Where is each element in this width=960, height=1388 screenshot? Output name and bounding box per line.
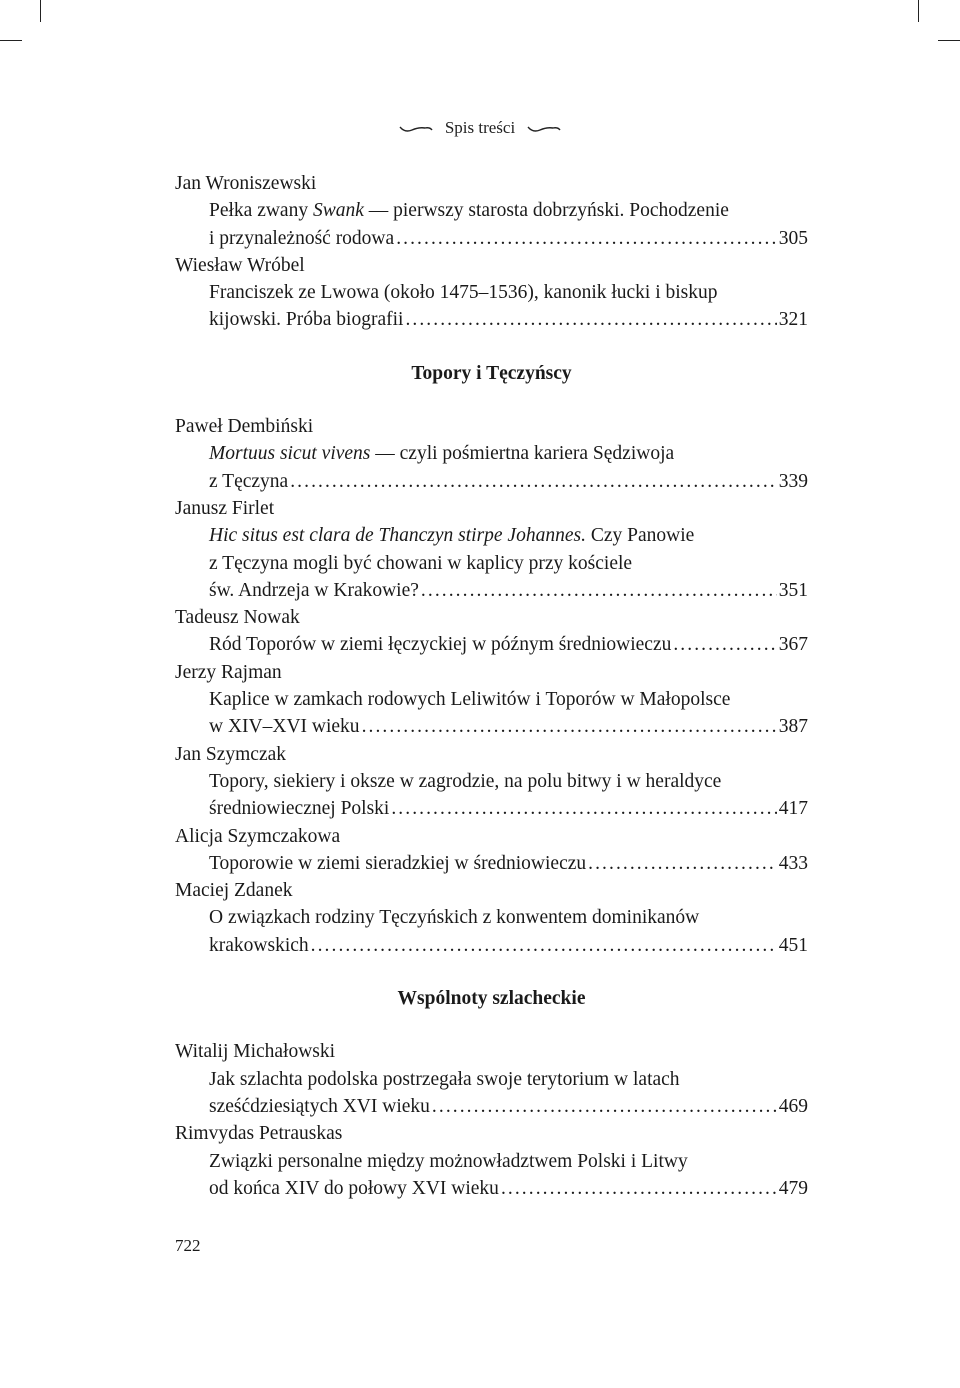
title-text: Czy Panowie (585, 525, 695, 547)
title-italic-text: Swank (312, 200, 364, 222)
entry-leader-line (175, 713, 808, 740)
entry-title-line (175, 1066, 808, 1093)
toc-entry (175, 877, 808, 959)
toc-entry (175, 1038, 808, 1120)
entry-author: Rimvydas Petrauskas (175, 1123, 343, 1145)
title-text: Topory, siekiery i oksze w zagrodzie, na polu bitwy i w heraldyce (209, 770, 722, 792)
dot-leader (421, 577, 777, 604)
crop-mark (938, 40, 960, 41)
entry-title-end: kijowski. Próba biografii (209, 309, 404, 331)
entry-title-line (175, 904, 808, 931)
dot-leader (311, 932, 777, 959)
entry-page-number: 433 (778, 852, 808, 874)
entry-leader-line (175, 850, 808, 877)
entry-leader-line (175, 577, 808, 604)
entry-author: Jerzy Rajman (175, 661, 282, 683)
toc-entry (175, 823, 808, 878)
toc-entry (175, 741, 808, 823)
title-text: Pełka zwany (209, 200, 313, 222)
toc-entry (175, 1120, 808, 1202)
entry-title-end: z Tęczyna (209, 470, 289, 492)
entry-title-line (175, 522, 808, 549)
entry-title-line (175, 1148, 808, 1175)
toc-entry (175, 170, 808, 252)
entry-page-number: 469 (778, 1095, 808, 1117)
entry-author: Paweł Dembiński (175, 416, 314, 438)
entry-title-line (175, 768, 808, 795)
dot-leader (405, 306, 776, 333)
running-head (0, 118, 960, 138)
entry-title-line (175, 686, 808, 713)
right-swash-ornament (527, 124, 561, 134)
entry-page-number: 387 (778, 716, 808, 738)
title-text: Związki personalne między możnowładztwem Polski i Litwy (209, 1150, 688, 1172)
running-head-title: Spis treści (444, 118, 516, 137)
entry-author: Janusz Firlet (175, 497, 275, 519)
entry-title-end: krakowskich (209, 934, 309, 956)
entry-author: Maciej Zdanek (175, 880, 293, 902)
title-text: — pierwszy starosta dobrzyński. Pochodzenie (363, 200, 729, 222)
entry-title-end: sześćdziesiątych XVI wieku (209, 1095, 430, 1117)
entry-author: Tadeusz Nowak (175, 607, 300, 629)
entry-title-end: Ród Toporów w ziemi łęczyckiej w późnym średniowieczu (209, 634, 672, 656)
table-of-contents (175, 170, 808, 1202)
page-number: 722 (175, 1236, 201, 1255)
entry-page-number: 451 (778, 934, 808, 956)
entry-author: Alicja Szymczakowa (175, 825, 341, 847)
entry-leader-line (175, 795, 808, 822)
toc-entry (175, 604, 808, 659)
title-italic-text: Hic situs est clara de Thanczyn stirpe Johannes. (209, 525, 586, 547)
section-heading: Wspólnoty szlacheckie (397, 988, 586, 1010)
entry-page-number: 479 (778, 1177, 808, 1199)
entry-author: Jan Wroniszewski (175, 173, 317, 194)
entry-title-line (175, 440, 808, 467)
entry-title-line (175, 279, 808, 306)
entry-page-number: 339 (778, 470, 808, 492)
title-text: Jak szlachta podolska postrzegała swoje terytorium w latach (209, 1068, 680, 1090)
entry-leader-line (175, 1093, 808, 1120)
toc-entry (175, 252, 808, 334)
entry-page-number: 351 (778, 579, 808, 601)
dot-leader (391, 795, 776, 822)
entry-leader-line (175, 225, 808, 252)
title-italic-text: Mortuus sicut vivens (209, 443, 371, 465)
title-text: z Tęczyna mogli być chowani w kaplicy przy kościele (209, 552, 633, 574)
title-text: O związkach rodziny Tęczyńskich z konwentem dominikanów (209, 907, 700, 929)
entry-title-end: Toporowie w ziemi sieradzkiej w średniowieczu (209, 852, 587, 874)
toc-entry (175, 413, 808, 495)
entry-title-end: św. Andrzeja w Krakowie? (209, 579, 419, 601)
title-text: Kaplice w zamkach rodowych Leliwitów i Toporów w Małopolsce (209, 689, 731, 711)
dot-leader (501, 1175, 777, 1202)
entry-page-number: 305 (778, 227, 808, 249)
dot-leader (396, 225, 777, 252)
entry-author: Jan Szymczak (175, 743, 287, 765)
entry-title-line (175, 550, 808, 577)
dot-leader (432, 1093, 777, 1120)
dot-leader (588, 850, 777, 877)
entry-leader-line (175, 1175, 808, 1202)
entry-leader-line (175, 631, 808, 658)
entry-leader-line (175, 306, 808, 333)
left-swash-ornament (399, 124, 433, 134)
toc-entry (175, 495, 808, 604)
entry-title-end: od końca XIV do połowy XVI wieku (209, 1177, 499, 1199)
entry-title-end: w XIV–XVI wieku (209, 716, 360, 738)
dot-leader (290, 468, 777, 495)
entry-leader-line (175, 932, 808, 959)
crop-mark (918, 0, 919, 22)
section-heading: Topory i Tęczyńscy (411, 362, 572, 384)
entry-title-end: i przynależność rodowa (209, 227, 395, 249)
crop-mark (0, 40, 22, 41)
entry-page-number: 417 (778, 798, 808, 820)
title-text: Franciszek ze Lwowa (około 1475–1536), kanonik łucki i biskup (209, 282, 718, 304)
entry-title-line (175, 197, 808, 224)
entry-title-end: średniowiecznej Polski (209, 798, 390, 820)
entry-leader-line (175, 468, 808, 495)
entry-page-number: 321 (778, 309, 808, 331)
entry-author: Wiesław Wróbel (175, 254, 305, 276)
dot-leader (673, 631, 776, 658)
entry-author: Witalij Michałowski (175, 1041, 336, 1063)
crop-mark (40, 0, 41, 22)
entry-page-number: 367 (778, 634, 808, 656)
title-text: — czyli pośmiertna kariera Sędziwoja (370, 443, 675, 465)
dot-leader (362, 713, 777, 740)
toc-entry (175, 659, 808, 741)
